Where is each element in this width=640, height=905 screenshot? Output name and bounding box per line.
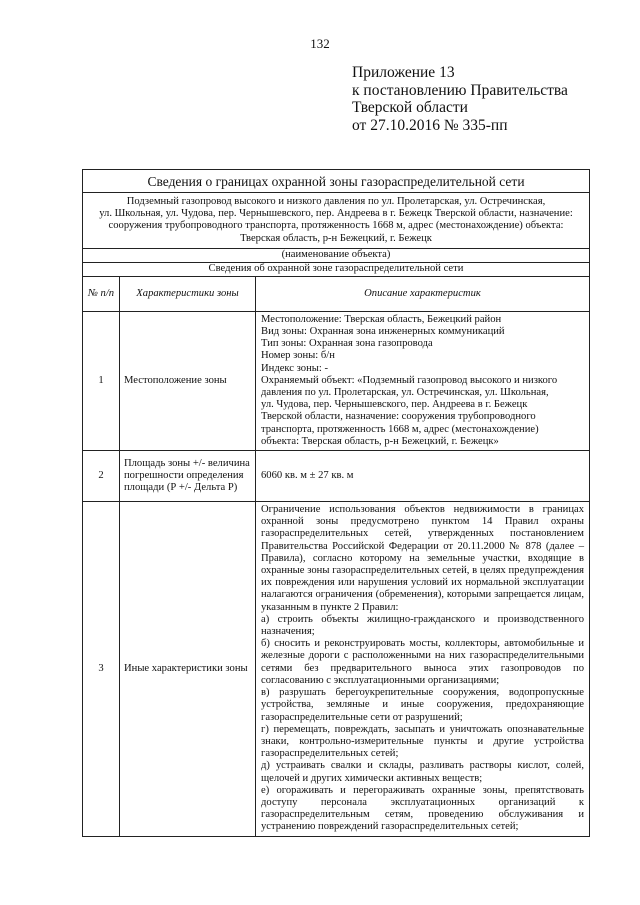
row-number: 2: [83, 451, 120, 502]
object-line: сооружения трубопроводного транспорта, протяженность 1668 м, адрес (местонахождение) объекта:: [108, 220, 564, 232]
description-line: Вид зоны: Охранная зона инженерных коммуникаций: [261, 326, 505, 338]
table-title: Сведения о границах охранной зоны газораспределительной сети: [83, 170, 590, 193]
description-line: транспорта, протяженность 1668 м, адрес (местонахождение): [261, 423, 539, 435]
appendix-line: Приложение 13: [352, 64, 455, 81]
object-line: ул. Школьная, ул. Чудова, пер. Чернышевского, пер. Андреева в г. Бежецк Тверской области, назначение:: [99, 208, 573, 220]
description-line: давления по ул. Пролетарская, ул. Остречинская, ул. Школьная,: [261, 387, 549, 399]
appendix-line: Тверской области: [352, 99, 468, 116]
description-paragraph: г) перемещать, повреждать, засыпать и уничтожать опознавательные знаки, контрольно-измерительные пункты и другие устройства газораспределительных сетей;: [261, 723, 584, 760]
description-paragraph: в) разрушать берегоукрепительные сооружения, водопропускные устройства, земляные и иные сооружения, предохраняющие газораспределительные сети от разрушений;: [261, 687, 584, 723]
table-row: [83, 451, 590, 502]
page-number: 132: [310, 36, 330, 51]
row-description: 6060 кв. м ± 27 кв. м: [256, 451, 590, 502]
description-paragraph: б) сносить и реконструировать мосты, коллекторы, автомобильные и железные дороги с расположенными на них газораспределительными сетями без предварительного выноса этих газопроводов по согласованию с эксплуатационными организациями;: [261, 638, 584, 686]
description-paragraph: Ограничение использования объектов недвижимости в границах охранной зоны предусмотрено пунктом 14 Правил охраны газораспределительных сетей, утвержденных постановлением Правительства Российской Федерации от 20.11.2000 № 878 (далее – Правила), согласно которому на земельные участки, входящие в охранные зоны газораспределительных сетей, в целях предупреждения их повреждения или нарушения условий их нормальной эксплуатации налагаются ограничения (обременения), которыми запрещается лицам, указанным в пункте 2 Правил:: [261, 504, 584, 613]
row-description: [256, 502, 590, 836]
row-number: 3: [83, 502, 120, 836]
zone-table: [82, 169, 590, 837]
row-characteristic: Местоположение зоны: [120, 311, 256, 450]
description-line: Охраняемый объект: «Подземный газопровод высокого и низкого: [261, 374, 558, 386]
description-line: Номер зоны: б/н: [261, 350, 335, 362]
object-caption: (наименование объекта): [83, 248, 590, 262]
row-number: 1: [83, 311, 120, 450]
object-line: Подземный газопровод высокого и низкого давления по ул. Пролетарская, ул. Остречинская,: [126, 196, 546, 207]
description-paragraph: е) огораживать и перегораживать охранные зоны, препятствовать доступу персонала эксплуатационных организаций к газораспределительным сетям, проведению обслуживания и устранению повреждений газораспределительных сетей;: [261, 784, 584, 833]
appendix-line: от 27.10.2016 № 335-пп: [352, 116, 508, 134]
table-row: [83, 311, 590, 450]
row-characteristic: Площадь зоны +/- величина погрешности определения площади (Р +/- Дельта Р): [120, 451, 256, 502]
description-line: Тверской области, назначение: сооружения трубопроводного: [261, 411, 536, 423]
row-description: [256, 311, 590, 450]
appendix-line: к постановлению Правительства: [352, 81, 568, 99]
table-row: [83, 502, 590, 836]
row-characteristic: Иные характеристики зоны: [120, 502, 256, 836]
description-line: Индекс зоны: -: [261, 362, 328, 374]
column-header-characteristic: Характеристики зоны: [120, 276, 256, 311]
object-line: Тверская область, р-н Бежецкий, г. Бежецк: [240, 232, 432, 244]
column-header-number: № п/п: [83, 276, 120, 311]
object-description: [83, 193, 590, 249]
description-paragraph: а) строить объекты жилищно-гражданского и производственного назначения;: [261, 613, 584, 638]
description-line: Тип зоны: Охранная зона газопровода: [261, 338, 433, 350]
appendix-header: [352, 64, 568, 134]
column-header-description: Описание характеристик: [256, 276, 590, 311]
description-line: ул. Чудова, пер. Чернышевского, пер. Андреева в г. Бежецк: [261, 399, 528, 411]
description-line: объекта: Тверская область, р-н Бежецкий, г. Бежецк»: [261, 435, 499, 447]
zone-header: Сведения об охранной зоне газораспределительной сети: [83, 262, 590, 276]
description-line: Местоположение: Тверская область, Бежецкий район: [261, 313, 502, 325]
description-paragraph: д) устраивать свалки и склады, разливать растворы кислот, солей, щелочей и других химически активных веществ;: [261, 760, 584, 784]
